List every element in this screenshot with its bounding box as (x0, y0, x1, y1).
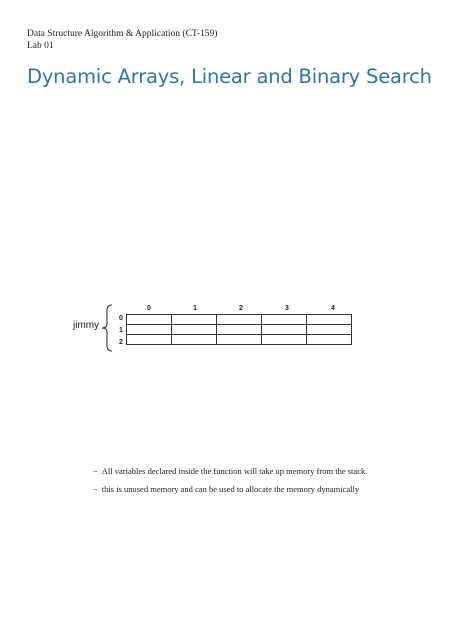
grid-cell (262, 315, 307, 325)
grid-cell (217, 315, 262, 325)
grid-cell (307, 315, 352, 325)
grid-cell (262, 325, 307, 335)
grid-row (127, 335, 352, 345)
grid-row (127, 325, 352, 335)
grid-cell (127, 335, 172, 345)
column-label: 3 (285, 305, 289, 312)
row-label: 0 (119, 315, 123, 322)
note-marker: − (93, 466, 98, 476)
note-marker: − (93, 484, 98, 494)
grid-cell (172, 325, 217, 335)
column-label: 0 (147, 305, 151, 312)
grid-row (127, 315, 352, 325)
array-variable-name: jimmy (73, 320, 100, 331)
column-label: 2 (239, 305, 243, 312)
grid-cell (307, 325, 352, 335)
grid-cell (217, 335, 262, 345)
brace-icon (100, 304, 114, 352)
course-header: Data Structure Algorithm & Application (CT-159) (27, 29, 218, 39)
column-label: 1 (193, 305, 197, 312)
grid-cell (217, 325, 262, 335)
grid-cell (127, 325, 172, 335)
note-text: this is unused memory and can be used to allocate the memory dynamically (101, 484, 360, 494)
row-label: 2 (119, 339, 123, 346)
page-title: Dynamic Arrays, Linear and Binary Search (27, 65, 432, 88)
grid-cell (307, 335, 352, 345)
grid-cell (127, 315, 172, 325)
row-label: 1 (119, 327, 123, 334)
note-stack-memory (93, 466, 367, 477)
grid-cell (172, 315, 217, 325)
note-text: All variables declared inside the function will take up memory from the stack. (101, 466, 368, 476)
lab-number: Lab 01 (27, 41, 54, 51)
grid-cell (262, 335, 307, 345)
array-grid (126, 314, 352, 345)
grid-cell (172, 335, 217, 345)
column-label: 4 (331, 305, 335, 312)
note-unused-memory (93, 484, 359, 495)
